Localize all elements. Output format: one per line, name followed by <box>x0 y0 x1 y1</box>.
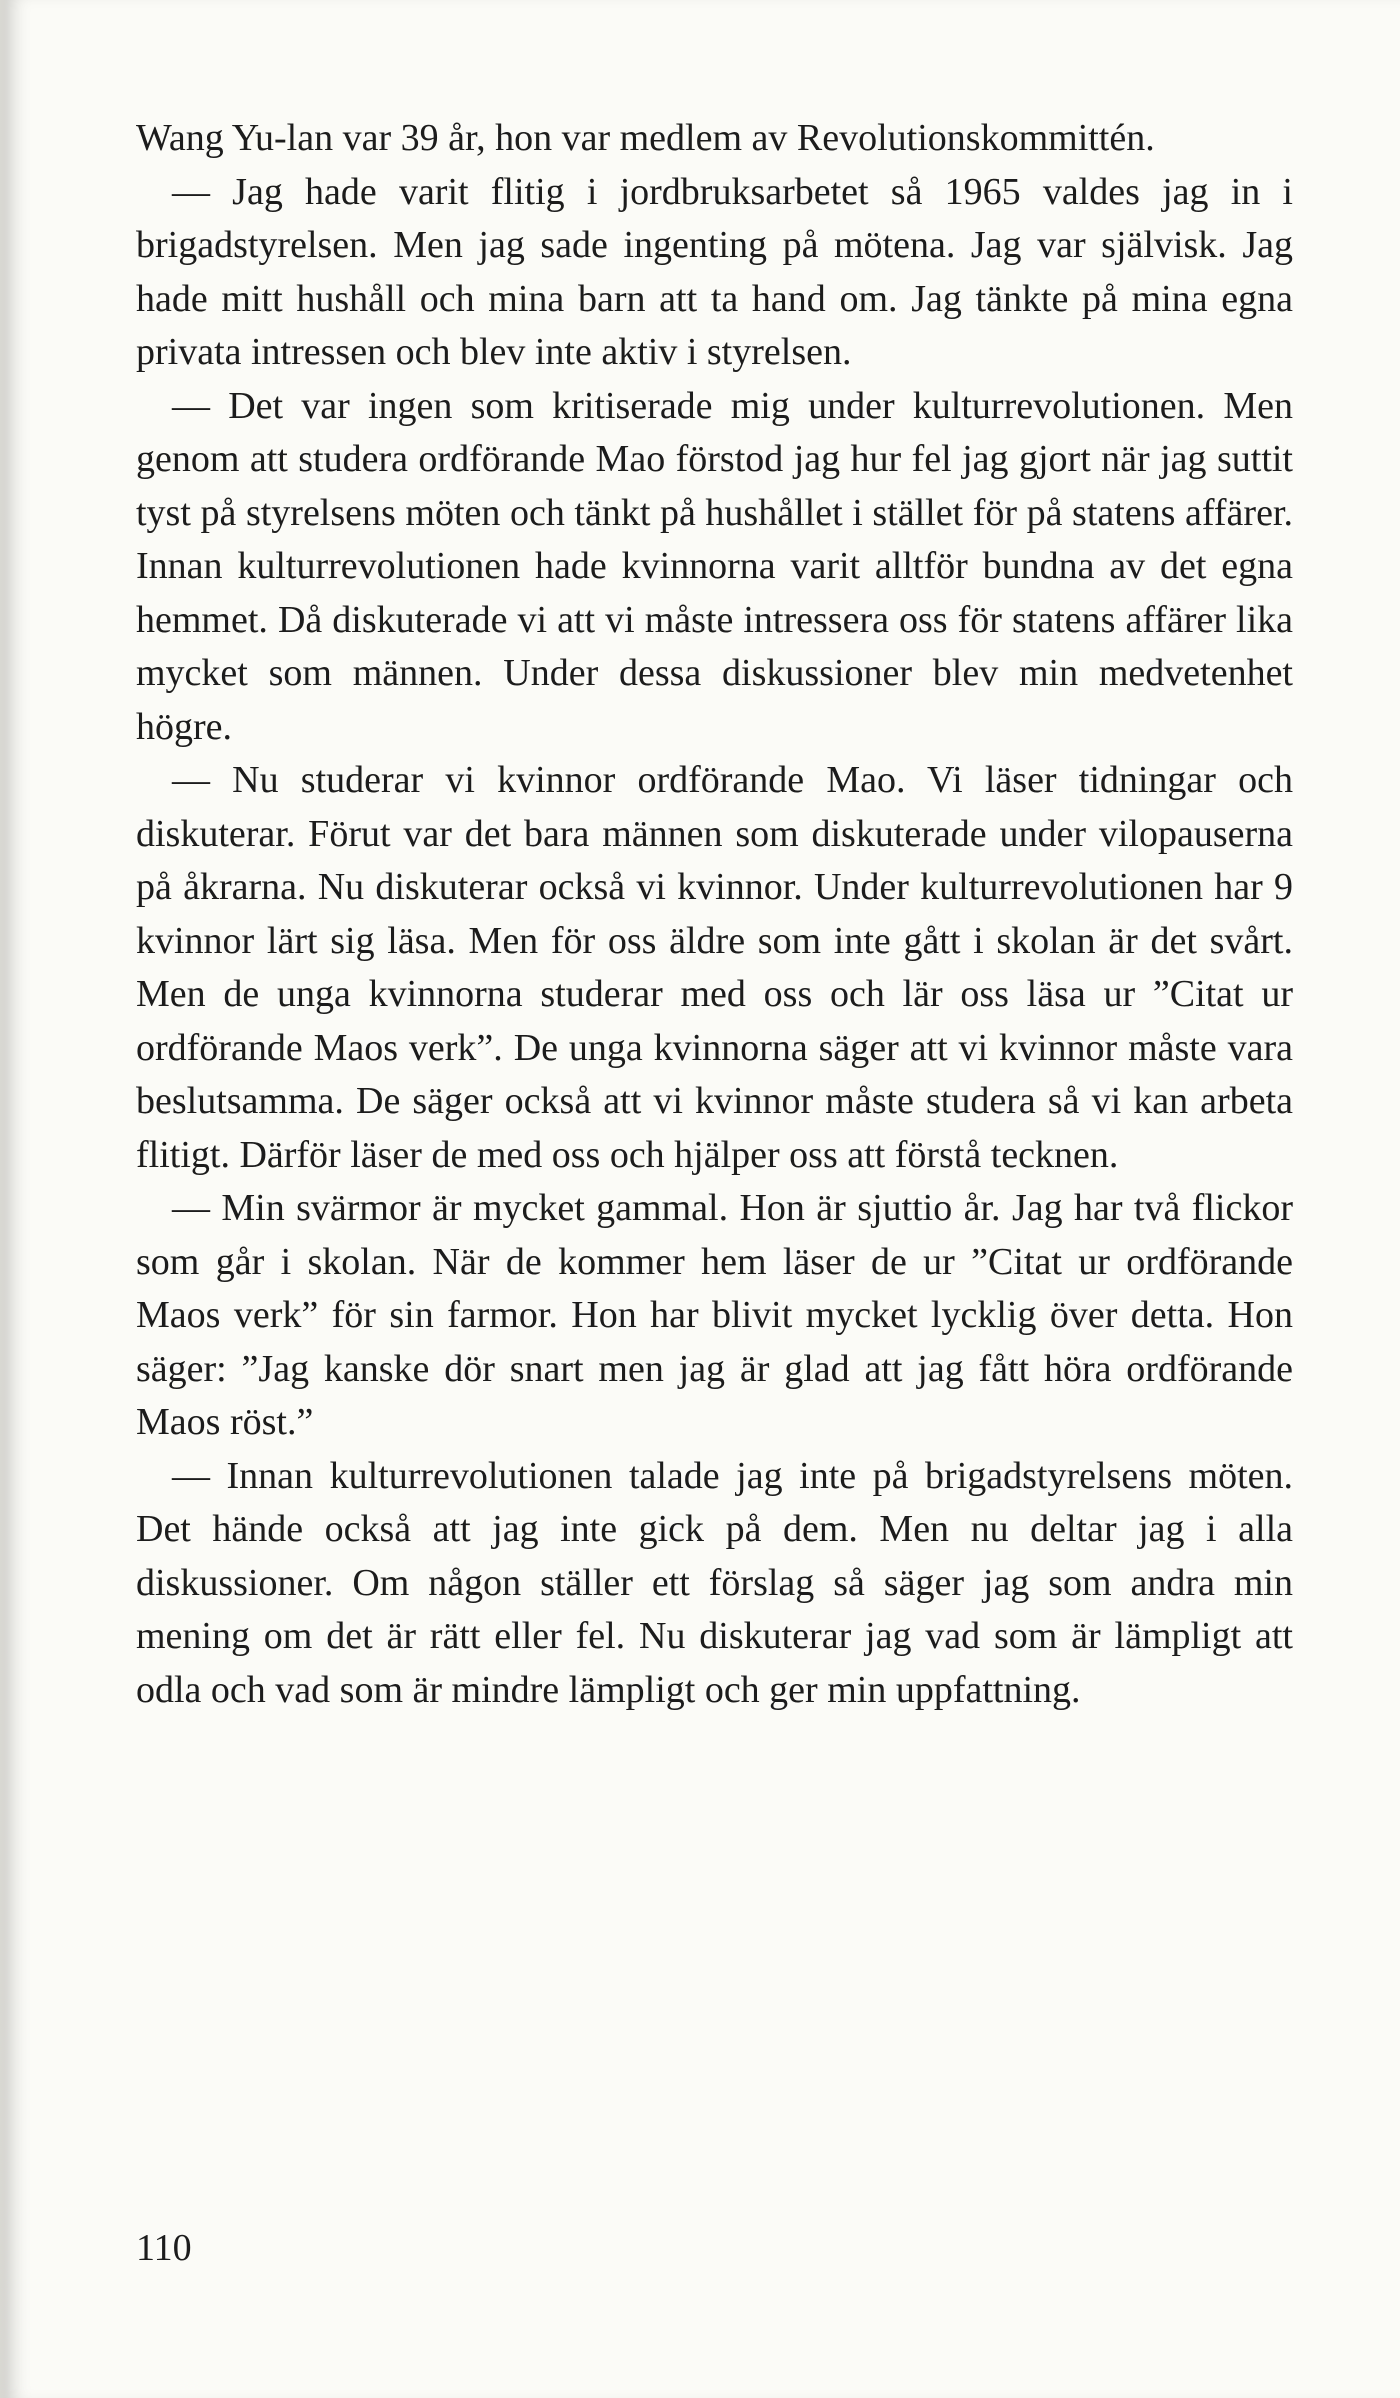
paragraph-4: — Min svärmor är mycket gammal. Hon är sjuttio år. Jag har två flickor som går i skolan. När de kommer hem läser de ur ”Citat ur ordförande Maos verk” för sin farmor. Hon har blivit mycket lycklig över detta. Hon säger: ”Jag kanske dör snart men jag är glad att jag fått höra ordförande Maos röst.” <box>136 1187 1293 1443</box>
paragraph-3: — Nu studerar vi kvinnor ordförande Mao. Vi läser tidningar och diskuterar. Förut var det bara männen som diskuterade under vilopauserna på åkrarna. Nu diskuterar också vi kvinnor. Under kulturrevolutionen har 9 kvinnor lärt sig läsa. Men för oss äldre som inte gått i skolan är det svårt. Men de unga kvinnorna studerar med oss och lär oss läsa ur ”Citat ur ordförande Maos verk”. De unga kvinnorna säger att vi kvinnor måste vara beslutsamma. De säger också att vi kvinnor måste studera så vi kan arbeta flitigt. Därför läser de med oss och hjälper oss att förstå tecknen. <box>136 759 1293 1176</box>
page-number: 110 <box>136 2227 192 2269</box>
paragraph-2: — Det var ingen som kritiserade mig under kulturrevolutionen. Men genom att studera ordförande Mao förstod jag hur fel jag gjort när jag suttit tyst på styrelsens möten och tänkt på hushållet i stället för på statens affärer. Innan kulturrevolutionen hade kvinnorna varit alltför bundna av det egna hemmet. Då diskuterade vi att vi måste intressera oss för statens affärer lika mycket som männen. Under dessa diskussioner blev min medvetenhet högre. <box>136 384 1293 748</box>
body-text <box>136 112 1293 1717</box>
paragraph-5: — Innan kulturrevolutionen talade jag inte på brigadstyrelsens möten. Det hände också att jag inte gick på dem. Men nu deltar jag i alla diskussioner. Om någon ställer ett förslag så säger jag som andra min mening om det är rätt eller fel. Nu diskuterar jag vad som är lämpligt att odla och vad som är mindre lämpligt och ger min uppfattning. <box>136 1454 1293 1711</box>
paragraph-intro: Wang Yu-lan var 39 år, hon var medlem av Revolutionskommittén. <box>136 117 1155 159</box>
paragraph-1: — Jag hade varit flitig i jordbruksarbetet så 1965 valdes jag in i brigadstyrelsen. Men jag sade ingenting på mötena. Jag var självisk. Jag hade mitt hushåll och mina barn att ta hand om. Jag tänkte på mina egna privata intressen och blev inte aktiv i styrelsen. <box>136 170 1293 373</box>
